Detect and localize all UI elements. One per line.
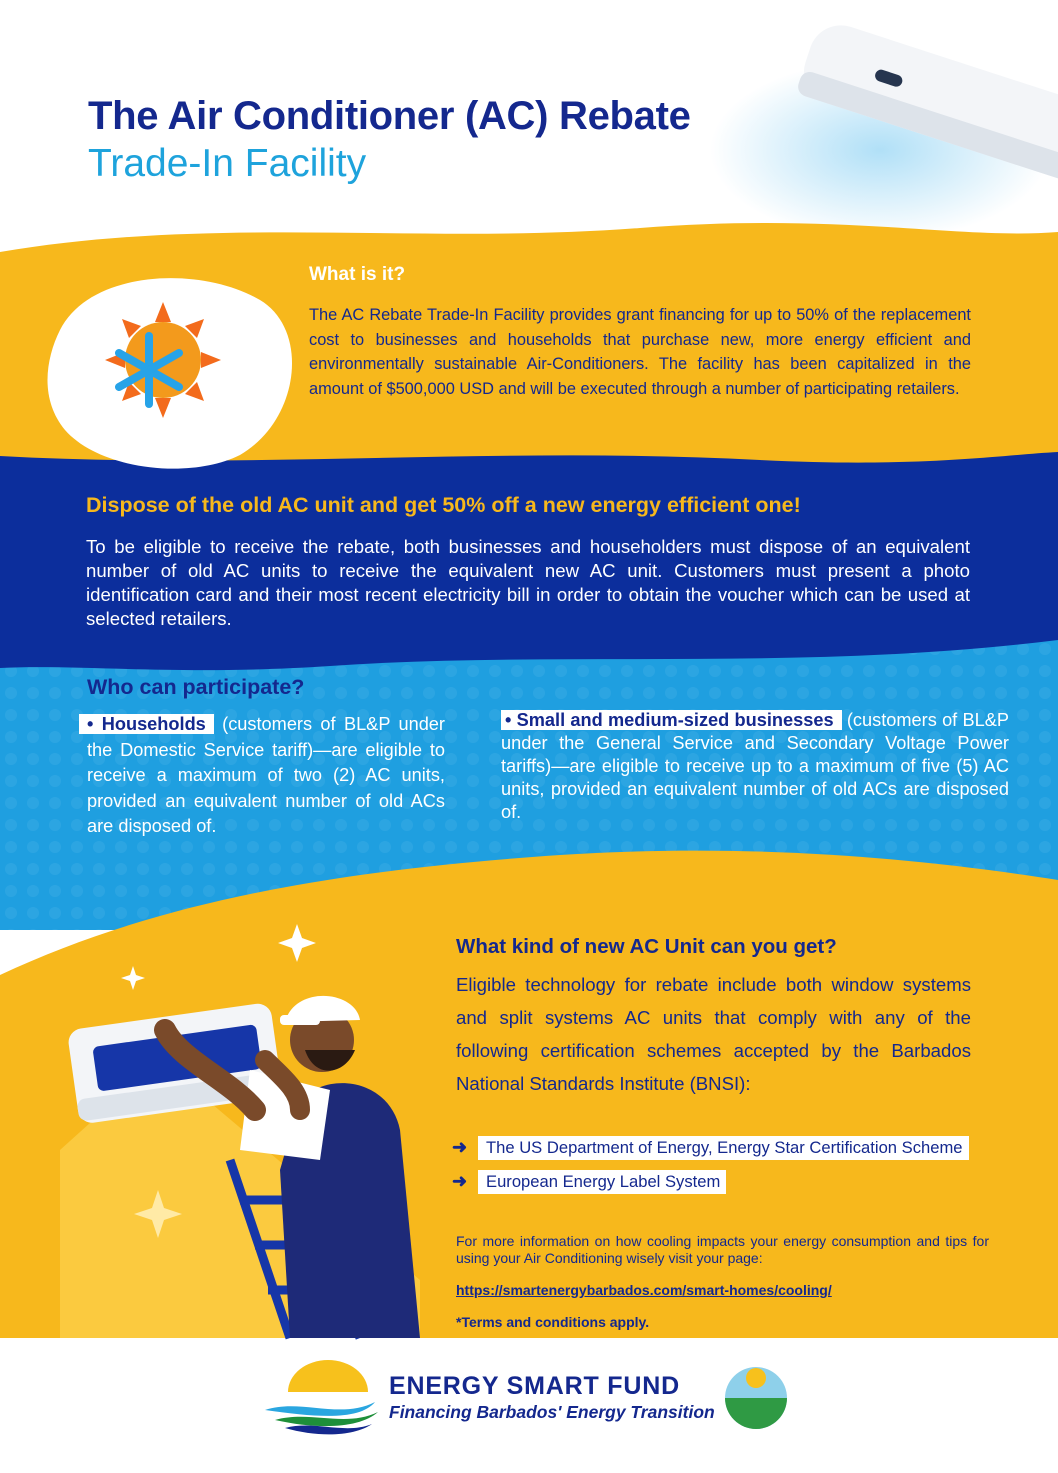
what-is-it-heading: What is it? <box>309 264 406 285</box>
new-unit-heading: What kind of new AC Unit can you get? <box>456 935 837 958</box>
dispose-heading: Dispose of the old AC unit and get 50% off a new energy efficient one! <box>86 493 801 517</box>
fund-tagline: Financing Barbados' Energy Transition <box>389 1402 715 1422</box>
terms-note: *Terms and conditions apply. <box>456 1314 650 1330</box>
page-title: The Air Conditioner (AC) Rebate <box>88 94 691 138</box>
certification-label: The US Department of Energy, Energy Star Certification Scheme <box>478 1136 969 1160</box>
certification-item <box>452 1168 726 1195</box>
businesses-paragraph <box>501 709 1009 824</box>
households-paragraph <box>87 712 445 840</box>
arrow-right-icon: ➜ <box>452 1137 468 1157</box>
what-is-it-body: The AC Rebate Trade-In Facility provides grant financing for up to 50% of the replacement cost to businesses and households that purchase new, more energy efficient and environmentally sustainable Air-Conditioners. The facility has been capitalized in the amount of $500,000 USD and will be executed through a number of participating retailers. <box>309 306 971 398</box>
arrow-right-icon: ➜ <box>452 1171 468 1191</box>
dispose-body: To be eligible to receive the rebate, both businesses and householders must dispose of an equivalent number of old AC units to receive the equivalent new AC unit. Customers must present a photo identification card and their most recent electricity bill in order to obtain the voucher which can be used at selected retailers. <box>86 536 970 629</box>
households-text: (customers of BL&P under the Domestic Service tariff)—are eligible to receive a maximum of two (2) AC units, provided an equivalent number of old ACs are disposed of. <box>87 714 445 837</box>
businesses-text: (customers of BL&P under the General Service and Secondary Voltage Power tariffs)—are eligible to receive up to a maximum of five (5) AC units, provided an equivalent number of old ACs are disposed of. <box>501 710 1009 822</box>
sun-snowflake-icon <box>105 302 221 418</box>
cooling-tips-link[interactable]: https://smartenergybarbados.com/smart-homes/cooling/ <box>456 1282 832 1298</box>
certification-label: European Energy Label System <box>478 1170 726 1194</box>
new-unit-body: Eligible technology for rebate include both window systems and split systems AC units that comply with any of the following certification schemes accepted by the Barbados National Standards Institute (BNSI): <box>456 974 971 1094</box>
more-info-text: For more information on how cooling impacts your energy consumption and tips for using your Air Conditioning wisely visit your page: <box>456 1233 989 1266</box>
energy-division-seal <box>725 1367 787 1429</box>
certification-item <box>452 1134 969 1161</box>
businesses-label: • Small and medium-sized businesses <box>501 710 842 730</box>
page-subtitle: Trade-In Facility <box>88 142 367 185</box>
households-label: • Households <box>79 714 214 734</box>
fund-name: ENERGY SMART FUND <box>389 1372 680 1400</box>
participate-heading: Who can participate? <box>87 675 305 699</box>
